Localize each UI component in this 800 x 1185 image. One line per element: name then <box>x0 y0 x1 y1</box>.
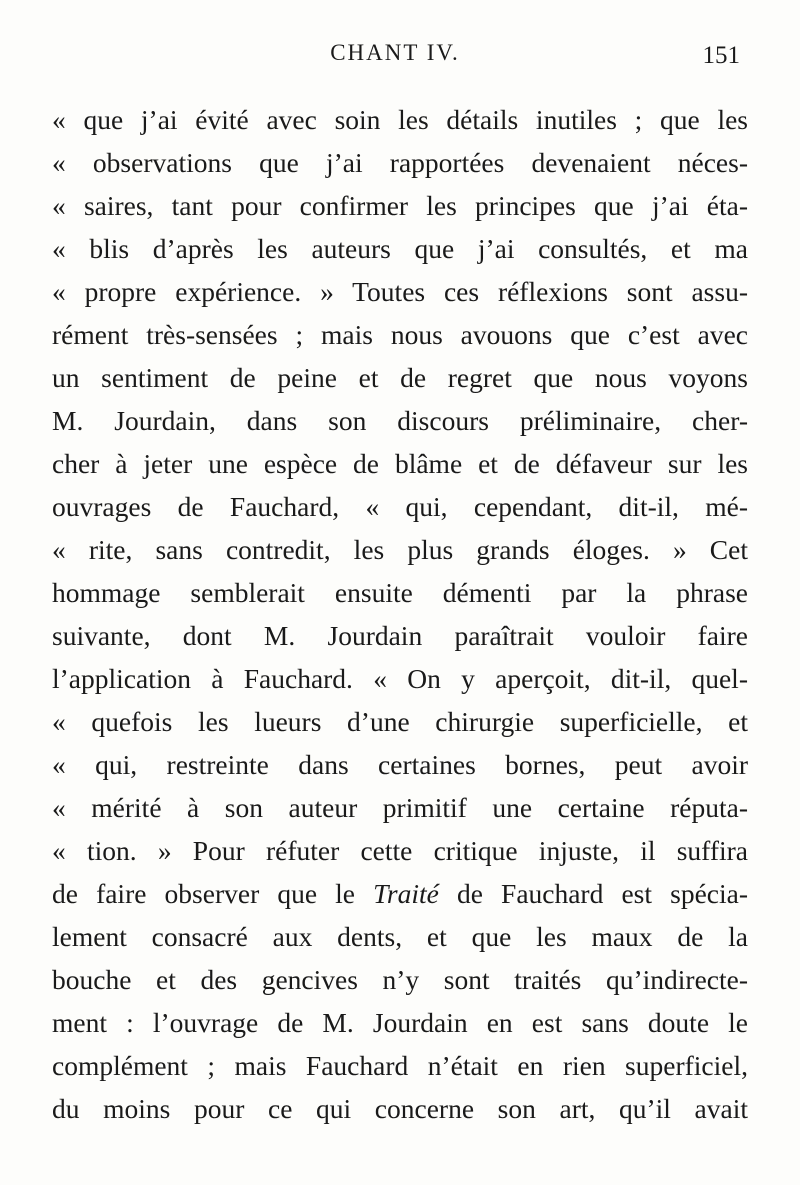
text-run: « rite, sans contredit, les plus grands éloges. » Cet <box>52 534 748 565</box>
text-line <box>52 1087 748 1130</box>
page-number: 151 <box>702 42 740 69</box>
text-line <box>52 1001 748 1044</box>
text-run: ouvrages de Fauchard, « qui, cependant, dit-il, mé- <box>52 491 748 522</box>
text-line <box>52 356 748 399</box>
text-line <box>52 571 748 614</box>
text-line <box>52 528 748 571</box>
text-line <box>52 485 748 528</box>
text-line <box>52 184 748 227</box>
text-line <box>52 227 748 270</box>
text-run: « mérité à son auteur primitif une certaine réputa- <box>52 792 748 823</box>
text-run: M. Jourdain, dans son discours préliminaire, cher- <box>52 405 748 436</box>
text-line <box>52 743 748 786</box>
text-run: du moins pour ce qui concerne son art, qu’il avait <box>52 1093 748 1124</box>
text-line <box>52 614 748 657</box>
text-run: suivante, dont M. Jourdain paraîtrait vouloir faire <box>52 620 748 651</box>
text-line <box>52 915 748 958</box>
text-line <box>52 442 748 485</box>
text-run: lement consacré aux dents, et que les maux de la <box>52 921 748 952</box>
text-line <box>52 829 748 872</box>
text-run: « propre expérience. » Toutes ces réflexions sont assu- <box>52 276 748 307</box>
text-line <box>52 270 748 313</box>
text-line <box>52 700 748 743</box>
text-run: ment : l’ouvrage de M. Jourdain en est sans doute le <box>52 1007 748 1038</box>
text-run: « tion. » Pour réfuter cette critique injuste, il suffira <box>52 835 748 866</box>
text-line <box>52 313 748 356</box>
chapter-title: CHANT IV. <box>330 40 460 65</box>
text-line <box>52 786 748 829</box>
italic-title: Traité <box>373 878 439 909</box>
text-run: hommage semblerait ensuite démenti par la phrase <box>52 577 748 608</box>
text-run: « saires, tant pour confirmer les principes que j’ai éta- <box>52 190 748 221</box>
running-head <box>50 40 740 80</box>
text-line <box>52 141 748 184</box>
text-run: « qui, restreinte dans certaines bornes, peut avoir <box>52 749 748 780</box>
text-run: l’application à Fauchard. « On y aperçoit, dit-il, quel- <box>52 663 748 694</box>
text-line <box>52 872 748 915</box>
text-run: rément très-sensées ; mais nous avouons que c’est avec <box>52 319 748 350</box>
text-run: de faire observer que le <box>52 878 374 909</box>
text-run: cher à jeter une espèce de blâme et de défaveur sur les <box>52 448 748 479</box>
text-line <box>52 958 748 1001</box>
text-line <box>52 1044 748 1087</box>
text-run: « quefois les lueurs d’une chirurgie superficielle, et <box>52 706 748 737</box>
text-line <box>52 399 748 442</box>
text-run: complément ; mais Fauchard n’était en rien superficiel, <box>52 1050 748 1081</box>
text-line <box>52 98 748 141</box>
text-run: un sentiment de peine et de regret que nous voyons <box>52 362 748 393</box>
text-run: de Fauchard est spécia- <box>438 878 748 909</box>
text-run: « blis d’après les auteurs que j’ai consultés, et ma <box>52 233 748 264</box>
text-run: « observations que j’ai rapportées devenaient néces- <box>52 147 748 178</box>
body-text <box>52 98 748 1130</box>
text-line <box>52 657 748 700</box>
text-run: bouche et des gencives n’y sont traités qu’indirecte- <box>52 964 748 995</box>
text-run: « que j’ai évité avec soin les détails inutiles ; que les <box>52 104 748 135</box>
